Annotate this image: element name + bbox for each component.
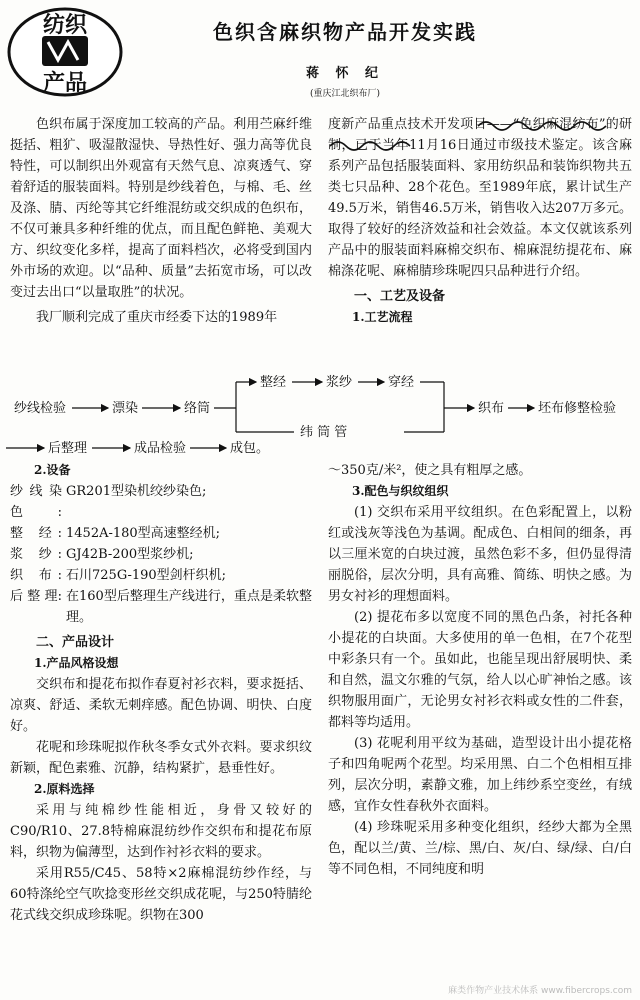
step-dyeing: 漂染	[112, 401, 139, 416]
section-heading-process: 一、工艺及设备	[354, 289, 446, 304]
equipment-key: 后 整 理:	[10, 589, 62, 604]
subheading-equipment: 2.设备	[34, 463, 71, 477]
style-paragraph-1: 交织布和提花布拟作春夏衬衫衣料，要求挺括、凉爽、舒适、柔软无刺痒感。配色协调、明快、白度好。	[10, 677, 312, 734]
step-warping: 整经	[260, 375, 287, 390]
step-weft-pirn: 纬 筒 管	[300, 425, 348, 440]
equipment-value: 石川725G-190型剑杆织机;	[66, 568, 227, 583]
equipment-key: 浆 纱:	[10, 547, 62, 562]
article-title: 色织含麻织物产品开发实践	[213, 20, 477, 44]
equipment-row	[10, 481, 312, 523]
logo-text-bottom: 产品	[42, 71, 88, 96]
process-flow-chart	[4, 368, 636, 456]
equipment-key: 整 经:	[10, 526, 62, 541]
subheading-raw-material: 2.原料选择	[34, 782, 95, 796]
raw-paragraph-2: 采用R55/C45、58特×2麻棉混纺纱作经，与60特涤纶空气吹捻变形丝交织成花呢，与250特腈纶花式线交织成珍珠呢。织物在300	[10, 866, 312, 923]
raw-paragraph-cont: ～350克/米²，使之具有粗厚之感。	[328, 463, 532, 478]
equipment-row	[10, 544, 312, 565]
left-column-top	[10, 114, 312, 328]
equipment-row	[10, 565, 312, 586]
color-paragraph-3: (3) 花呢利用平纹为基础，造型设计出小提花格子和四角呢两个花型。均采用黑、白二个色相相互排列，层次分明，素静文雅，加上纬纱系空变丝，有绒感，宜作女性春秋外衣面料。	[328, 736, 632, 814]
equipment-row	[10, 523, 312, 544]
step-product-inspection: 成品检验	[134, 441, 187, 456]
textile-products-logo	[6, 6, 124, 98]
author-affiliation: (重庆江北织布厂)	[309, 89, 381, 99]
section-heading-design: 二、产品设计	[36, 635, 115, 650]
left-column-bottom	[10, 460, 312, 926]
logo-text-top: 纺织	[42, 13, 88, 38]
step-packing: 成包。	[230, 441, 270, 456]
equipment-key: 织 布:	[10, 568, 62, 583]
step-finishing: 后整理	[48, 441, 88, 456]
color-paragraph-4: (4) 珍珠呢采用多种变化组织，经纱大都为全黑色，配以兰/黄、兰/棕、黑/白、灰/白、绿/绿、白/白等不同色相，不同纯度和明	[328, 820, 632, 877]
equipment-row	[10, 586, 312, 628]
right-column-bottom	[328, 460, 632, 880]
step-drawing-in: 穿经	[388, 375, 415, 390]
step-weaving: 织布	[478, 401, 505, 416]
style-paragraph-2: 花呢和珍珠呢拟作秋冬季女式外衣料。要求织纹新颖，配色素雅、沉静，结构紧扩，悬垂性好。	[10, 740, 312, 776]
subheading-style: 1.产品风格设想	[34, 656, 119, 670]
color-paragraph-2: (2) 提花布多以宽度不同的黑色凸条，衬托各种小提花的白块面。大多使用的单一色相，在7个花型中彩条只有一个。虽如此，也能呈现出舒展明快、柔和自然，温文尔雅的气氛，给人以心旷神怡之感。该织物服用面广，无论男女衬衫衣料或女性的二件套，都料等均适用。	[328, 610, 632, 730]
equipment-value: GR201型染机绞纱染色;	[66, 484, 207, 499]
step-yarn-inspection: 纱线检验	[14, 401, 67, 416]
equipment-value: GJ42B-200型浆纱机;	[66, 547, 194, 562]
step-grey-inspection: 坯布修整检验	[538, 401, 617, 416]
color-paragraph-1: (1) 交织布采用平纹组织。在色彩配置上，以粉红或浅灰等浅色为基调。配成色、白相间的细条，再以三厘米宽的白块过渡，虽然色彩不多，但仍显得清丽脱俗，层次分明，具有高雅、简练、明快之感。为男女衬衫的理想面料。	[328, 505, 632, 604]
subheading-color-weave: 3.配色与织纹组织	[352, 484, 449, 498]
project-paragraph-start: 我厂顺利完成了重庆市经委下达的1989年	[36, 310, 278, 325]
site-watermark: 麻类作物产业技术体系 www.fibercrops.com	[448, 986, 632, 996]
intro-paragraph: 色织布属于深度加工较高的产品。利用苎麻纤维挺括、粗犷、吸湿散湿快、导热性好、强力高等优良特性，可以制织出外观富有天然气息、凉爽透气、穿着舒适的服装面料。特别是纱线着色，与棉、毛、丝及涤、腈、丙纶等其它纤维混纺或交织成的色织布，不仅可兼具多种纤维的优点，而且配色鲜艳、美观大方、织纹变化多样，提高了面料档次，必将受到国内外市场的欢迎。以“品种、质量”去拓宽市场，可以改变过去出口“以量取胜”的状况。	[10, 117, 312, 300]
right-column-top	[328, 114, 632, 328]
equipment-key: 纱线染色:	[10, 484, 62, 520]
step-winding: 络筒	[184, 401, 211, 416]
subheading-flow: 1.工艺流程	[352, 310, 413, 324]
equipment-value: 1452A-180型高速整经机;	[66, 526, 221, 541]
step-sizing: 浆纱	[326, 375, 353, 390]
author-name: 蒋 怀 纪	[305, 66, 385, 81]
raw-paragraph-1: 采用与纯棉纱性能相近，身骨又较好的C90/R10、27.8特棉麻混纺纱作交织布和提花布原料，织物为偏薄型，达到作衬衫衣料的要求。	[10, 803, 312, 860]
equipment-value: 在160型后整理生产线进行，重点是柔软整理。	[66, 589, 312, 625]
project-paragraph-cont: 度新产品重点技术开发项目——“色织麻混纺布”的研制，已于当年11月16日通过市级技术鉴定。该含麻系列产品包括服装面料、家用纺织品和装饰织物共五类七只品种、28个花色。至1989年底，累计试生产49.5万米，销售46.5万米，销售收入达207万多元。取得了较好的经济效益和社会效益。本文仅就该系列产品中的服装面料麻棉交织布、棉麻混纺提花布、麻棉涤花呢、麻棉腈珍珠呢四只品种进行介绍。	[328, 117, 632, 279]
